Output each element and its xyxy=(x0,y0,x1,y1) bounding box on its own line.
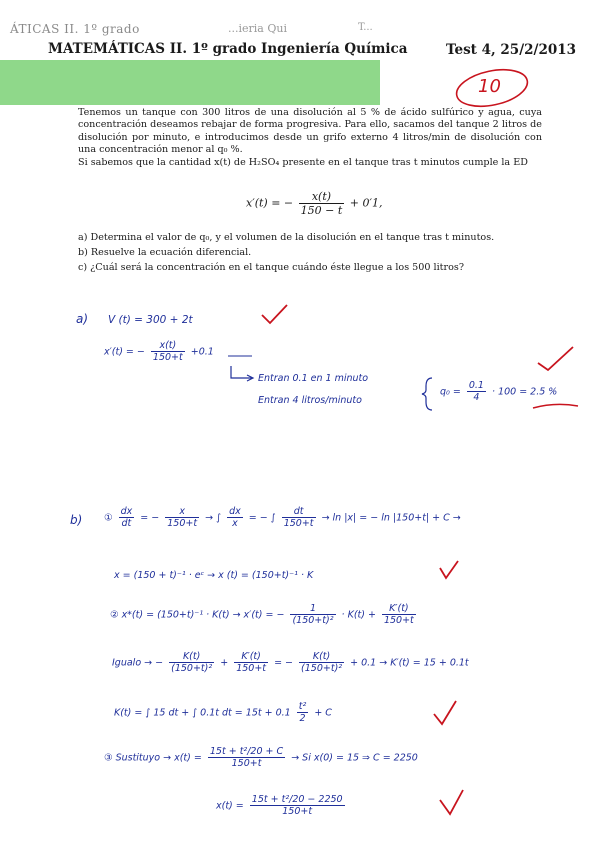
final-solution: x(t) = $\frac{\text{15t + t²/20 − 2250}}{150+t}$ xyxy=(216,794,343,818)
problem-statement xyxy=(78,107,542,169)
equating-step: Igualo → − $\frac{K(t)}{\text{(150+t)²}}$ + $\frac{K'(t)}{150+t}$ = − $\frac{K(t)}{\text{(150+t)²}}$ + 0.1 → K′(t) = 15 + 0.1t xyxy=(112,651,469,675)
problem-paragraph-2: Si sabemos que la cantidad x(t) de H₂SO₄ presente en el tanque tras t minutos cumple la ED xyxy=(78,156,528,168)
checkmark-icon xyxy=(538,347,573,370)
grade-mark: 10 xyxy=(478,76,501,97)
k-integration: K(t) = ∫ 15 dt + ∫ 0.1t dt = 15t + 0.1 $\frac{\text{t²}}{2}$ + C xyxy=(114,701,332,725)
volume-expression: V (t) = 300 + 2t xyxy=(108,314,193,326)
checkmark-icon xyxy=(440,561,458,578)
brace-mark xyxy=(422,378,432,410)
checkmark-icon xyxy=(262,305,287,323)
ghost-header-text-2: ...ieria Qui xyxy=(228,22,287,35)
ghost-header-text: ÁTICAS II. 1º grado xyxy=(10,22,140,36)
checkmark-icon xyxy=(434,701,456,724)
step-2-variation: ② x*(t) = (150+t)⁻¹ · K(t) → x′(t) = − $\frac{1}{\text{(150+t)²}}$ · K(t) + $\frac{K'(t)}{150+t}$ xyxy=(110,603,414,627)
underline-mark xyxy=(533,404,578,408)
differential-equation: x′(t) = − $\frac{x(t)}{150 - t}$ + 0′1, xyxy=(246,190,383,217)
question-c: c) ¿Cuál será la concentración en el tanque cuándo éste llegue a los 500 litros? xyxy=(78,261,464,273)
question-a: a) Determina el valor de q₀, y el volumen de la disolución en el tanque tras t minutos. xyxy=(78,232,495,243)
general-solution-homogeneous: x = (150 + t)⁻¹ · eᶜ → x (t) = (150+t)⁻¹ · K xyxy=(114,570,314,581)
ghost-header-text-3: T... xyxy=(358,22,373,33)
checkmark-icon xyxy=(440,790,463,814)
question-list xyxy=(78,231,542,275)
derivative-expression: x′(t) = − $\frac{x(t)}{150+t}$ +0.1 xyxy=(104,340,214,364)
note-line-1: Entran 0.1 en 1 minuto xyxy=(258,373,369,384)
problem-paragraph-1: Tenemos un tanque con 300 litros de una disolución al 5 % de ácido sulfúrico y agua, cuya concentración deseamos rebajar de forma progresiva. Para ello, sacamos del tanque 2 litros de disolución por minuto, e introducimos desde un grifo externo 4 litros/min de disolución con una concentración menor al q₀ %. xyxy=(78,107,542,156)
test-label: Test 4, 25/2/2013 xyxy=(446,42,577,58)
answer-b-label: b) xyxy=(70,513,83,527)
step-1-separation: ① $\frac{dx}{dt}$ = − $\frac{x}{150+t}$ → ∫ $\frac{dx}{x}$ = − ∫ $\frac{dt}{150+t}$ → ln |x| = − ln |150+t| + C → xyxy=(104,506,461,530)
question-b: b) Resuelve la ecuación diferencial. xyxy=(78,246,252,258)
answer-a-label: a) xyxy=(76,312,89,326)
course-title: MATEMÁTICAS II. 1º grado Ingeniería Química xyxy=(48,41,408,57)
note-line-2: Entran 4 litros/minuto xyxy=(258,395,362,406)
step-3-substitution: ③ Sustituyo → x(t) = $\frac{\text{15t + t²/20 + C}}{150+t}$ → Si x(0) = 15 ⇒ C = 2250 xyxy=(104,746,418,770)
q0-result: q₀ = $\frac{0.1}{4}$ · 100 = 2.5 % xyxy=(440,380,558,404)
